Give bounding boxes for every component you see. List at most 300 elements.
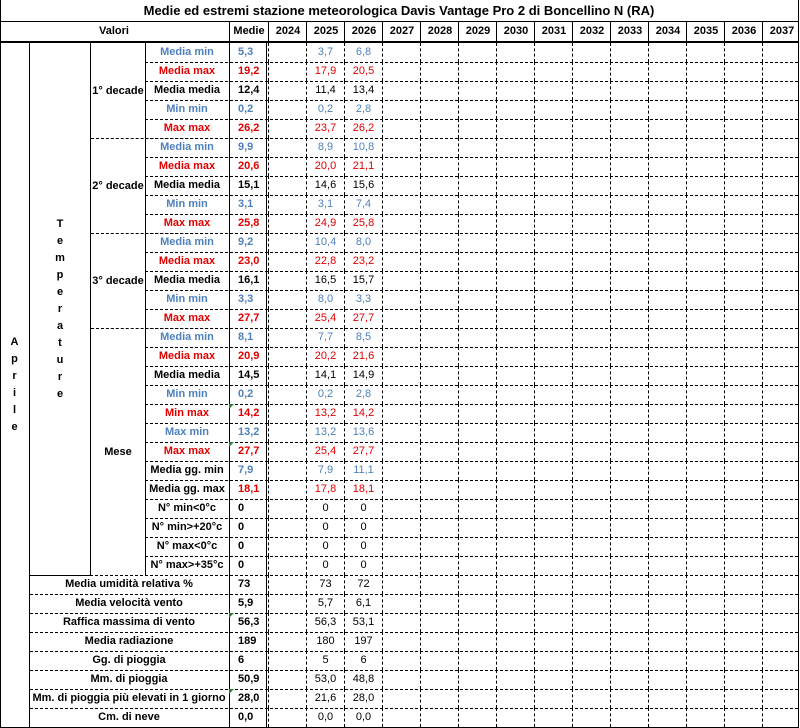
year-value-2028 [420,708,458,727]
table-row [0,689,798,709]
year-value-2027 [382,632,420,651]
year-value-2032 [572,195,610,214]
comment-marker-icon [229,613,234,618]
year-value-2027 [382,43,420,62]
year-value-2027 [382,119,420,138]
year-value-2027 [382,62,420,81]
header-year-2036: 2036 [724,22,763,41]
row-label: Mm. di pioggia [90,673,168,685]
year-value-2034 [648,176,686,195]
year-value-2033 [610,100,648,119]
year-value-2032 [572,594,610,613]
year-value-2034 [648,119,686,138]
year-value-2029 [458,442,496,461]
year-value-2036 [724,442,762,461]
year-value-2025: 23,7 [306,119,344,138]
year-value-2029 [458,632,496,651]
year-value-2024 [268,480,306,499]
year-value-2025: 0,2 [306,100,344,119]
medie-value: 13,2 [229,423,267,442]
year-value-2025: 22,8 [306,252,344,271]
year-value-2030 [496,81,534,100]
year-value-2027 [382,689,420,708]
year-value-2025: 5,7 [306,594,344,613]
year-value-2035 [686,214,724,233]
year-value-2037 [762,157,800,176]
year-value-2036 [724,157,762,176]
year-value-2037 [762,461,800,480]
year-value-2037 [762,43,800,62]
year-value-2029 [458,119,496,138]
year-value-2032 [572,499,610,518]
year-value-2025: 73 [306,575,344,594]
year-value-2030 [496,385,534,404]
year-value-2032 [572,328,610,347]
year-value-2037 [762,328,800,347]
year-value-2031 [534,461,572,480]
temperature-letter: a [56,319,64,332]
year-value-2034 [648,670,686,689]
year-value-2026: 2,8 [344,385,382,404]
year-value-2029 [458,613,496,632]
year-value-2033 [610,328,648,347]
year-value-2031 [534,233,572,252]
row-label: N° max<0°c [156,540,218,552]
year-value-2028 [420,423,458,442]
temperature-letter: r [57,370,63,383]
year-value-2034 [648,632,686,651]
year-value-2036 [724,423,762,442]
sheet-title: Medie ed estremi stazione meteorologica Davis Vantage Pro 2 di Boncellino N (RA) [0,0,798,22]
medie-value: 27,7 [229,309,267,328]
year-value-2025: 5 [306,651,344,670]
year-value-2027 [382,442,420,461]
year-value-2026: 27,7 [344,442,382,461]
year-value-2037 [762,271,800,290]
year-value-2032 [572,62,610,81]
year-value-2036 [724,328,762,347]
row-label: Media radiazione [84,635,174,647]
year-value-2037 [762,651,800,670]
year-value-2026: 8,5 [344,328,382,347]
year-value-2034 [648,651,686,670]
year-value-2030 [496,100,534,119]
year-value-2024 [268,651,306,670]
year-value-2031 [534,195,572,214]
year-value-2033 [610,423,648,442]
year-value-2026: 8,0 [344,233,382,252]
medie-value: 15,1 [229,176,267,195]
year-value-2036 [724,689,762,708]
year-value-2033 [610,518,648,537]
year-value-2026: 53,1 [344,613,382,632]
medie-value: 0,2 [229,385,267,404]
year-value-2030 [496,518,534,537]
year-value-2030 [496,43,534,62]
year-value-2026: 6 [344,651,382,670]
year-value-2032 [572,556,610,575]
year-value-2027 [382,537,420,556]
year-value-2024 [268,575,306,594]
year-value-2036 [724,670,762,689]
year-value-2026: 14,9 [344,366,382,385]
year-value-2033 [610,43,648,62]
year-value-2026: 0 [344,556,382,575]
year-value-2034 [648,461,686,480]
year-value-2026: 11,1 [344,461,382,480]
month-letter: e [11,421,18,433]
year-value-2027 [382,81,420,100]
year-value-2031 [534,423,572,442]
year-value-2028 [420,157,458,176]
temperature-letter: T [56,217,64,230]
year-value-2026: 14,2 [344,404,382,423]
year-value-2031 [534,518,572,537]
temperature-letter: u [56,353,64,366]
year-value-2029 [458,214,496,233]
row-label: Min min [166,198,208,210]
year-value-2037 [762,404,800,423]
year-value-2032 [572,366,610,385]
year-value-2028 [420,309,458,328]
medie-value: 14,2 [229,404,267,423]
row-label: Gg. di pioggia [92,654,166,666]
row-label: Media min [160,141,214,153]
medie-value: 0 [229,499,267,518]
year-value-2037 [762,119,800,138]
year-value-2025: 0 [306,556,344,575]
year-value-2032 [572,461,610,480]
year-value-2024 [268,214,306,233]
year-value-2027 [382,499,420,518]
year-value-2024 [268,404,306,423]
year-value-2034 [648,157,686,176]
year-value-2030 [496,290,534,309]
year-value-2032 [572,81,610,100]
year-value-2037 [762,689,800,708]
year-value-2034 [648,328,686,347]
medie-value: 6 [229,651,267,670]
year-value-2029 [458,195,496,214]
year-value-2029 [458,461,496,480]
year-value-2024 [268,461,306,480]
year-value-2024 [268,632,306,651]
year-value-2037 [762,290,800,309]
year-value-2033 [610,480,648,499]
year-value-2029 [458,43,496,62]
year-value-2032 [572,233,610,252]
year-value-2024 [268,62,306,81]
row-label: Media media [153,179,221,191]
year-value-2029 [458,366,496,385]
year-value-2035 [686,689,724,708]
year-value-2029 [458,708,496,727]
year-value-2031 [534,328,572,347]
group-divider [91,233,228,234]
year-value-2035 [686,651,724,670]
year-value-2028 [420,499,458,518]
table-row [0,575,798,595]
row-label: Media media [153,369,221,381]
year-value-2027 [382,138,420,157]
year-value-2035 [686,157,724,176]
year-value-2032 [572,613,610,632]
year-value-2037 [762,347,800,366]
year-value-2027 [382,233,420,252]
table-row [0,708,798,728]
year-value-2026: 0,0 [344,708,382,727]
year-value-2028 [420,366,458,385]
medie-value: 50,9 [229,670,267,689]
year-value-2030 [496,670,534,689]
year-value-2025: 180 [306,632,344,651]
year-value-2035 [686,81,724,100]
year-value-2035 [686,708,724,727]
header-year-2024: 2024 [268,22,307,41]
year-value-2034 [648,537,686,556]
year-value-2034 [648,81,686,100]
year-value-2027 [382,366,420,385]
year-value-2037 [762,442,800,461]
year-value-2031 [534,537,572,556]
year-value-2037 [762,537,800,556]
year-value-2030 [496,594,534,613]
year-value-2033 [610,670,648,689]
year-value-2028 [420,442,458,461]
year-value-2035 [686,594,724,613]
year-value-2032 [572,157,610,176]
year-value-2030 [496,651,534,670]
year-value-2030 [496,423,534,442]
year-value-2027 [382,461,420,480]
row-label: Media max [158,65,216,77]
medie-value: 0 [229,518,267,537]
year-value-2033 [610,537,648,556]
year-value-2028 [420,480,458,499]
year-value-2037 [762,81,800,100]
year-value-2030 [496,309,534,328]
year-value-2024 [268,271,306,290]
year-value-2031 [534,252,572,271]
year-value-2036 [724,366,762,385]
year-value-2027 [382,594,420,613]
group-divider [91,138,228,139]
year-value-2036 [724,309,762,328]
header-row [0,22,798,43]
group-label: Mese [91,328,146,575]
row-label: Min min [166,388,208,400]
year-value-2032 [572,423,610,442]
year-value-2030 [496,271,534,290]
year-value-2024 [268,613,306,632]
year-value-2035 [686,366,724,385]
year-value-2035 [686,62,724,81]
year-value-2037 [762,252,800,271]
year-value-2024 [268,233,306,252]
year-value-2032 [572,385,610,404]
year-value-2027 [382,385,420,404]
year-value-2027 [382,575,420,594]
header-year-2025: 2025 [306,22,345,41]
table-row [0,651,798,671]
year-value-2026: 13,4 [344,81,382,100]
year-value-2032 [572,347,610,366]
year-value-2025: 0,2 [306,385,344,404]
year-value-2031 [534,442,572,461]
year-value-2024 [268,309,306,328]
year-value-2036 [724,62,762,81]
year-value-2033 [610,81,648,100]
year-value-2031 [534,670,572,689]
header-valori: Valori [99,25,129,37]
row-label: Min max [164,407,209,419]
row-label: Raffica massima di vento [62,616,196,628]
year-value-2027 [382,613,420,632]
year-value-2025: 25,4 [306,442,344,461]
year-value-2036 [724,176,762,195]
row-label: Media media [153,274,221,286]
temperature-letter: t [58,336,62,349]
header-year-2029: 2029 [458,22,497,41]
year-value-2026: 21,1 [344,157,382,176]
temperature-letter: m [55,251,65,264]
year-value-2028 [420,385,458,404]
year-value-2034 [648,689,686,708]
year-value-2031 [534,119,572,138]
year-value-2027 [382,290,420,309]
year-value-2032 [572,214,610,233]
year-value-2034 [648,195,686,214]
medie-value: 20,9 [229,347,267,366]
temperature-letter: e [56,234,64,247]
year-value-2035 [686,518,724,537]
comment-marker-icon [229,404,234,409]
year-value-2029 [458,518,496,537]
year-value-2031 [534,214,572,233]
row-label: Media gg. min [150,464,224,476]
year-value-2030 [496,62,534,81]
year-value-2028 [420,594,458,613]
temperature-letter: r [57,302,63,315]
year-value-2032 [572,575,610,594]
year-value-2026: 0 [344,499,382,518]
year-value-2025: 10,4 [306,233,344,252]
year-value-2025: 17,9 [306,62,344,81]
year-value-2028 [420,176,458,195]
year-value-2030 [496,404,534,423]
temperature-column [30,43,91,576]
year-value-2036 [724,385,762,404]
medie-value: 25,8 [229,214,267,233]
group-label: 3° decade [91,233,146,328]
year-value-2029 [458,423,496,442]
year-value-2030 [496,461,534,480]
year-value-2034 [648,518,686,537]
year-value-2031 [534,404,572,423]
year-value-2035 [686,442,724,461]
year-value-2034 [648,252,686,271]
row-label: Media max [158,160,216,172]
year-value-2032 [572,271,610,290]
year-value-2030 [496,119,534,138]
row-label: Max max [163,217,211,229]
year-value-2037 [762,309,800,328]
year-value-2027 [382,252,420,271]
year-value-2031 [534,43,572,62]
year-value-2033 [610,214,648,233]
year-value-2025: 21,6 [306,689,344,708]
year-value-2025: 0 [306,499,344,518]
year-value-2037 [762,366,800,385]
row-label: Media gg. max [149,483,225,495]
year-value-2024 [268,328,306,347]
year-value-2034 [648,43,686,62]
year-value-2030 [496,632,534,651]
year-value-2030 [496,233,534,252]
year-value-2035 [686,670,724,689]
year-value-2026: 25,8 [344,214,382,233]
year-value-2025: 11,4 [306,81,344,100]
year-value-2026: 28,0 [344,689,382,708]
year-value-2025: 8,0 [306,290,344,309]
year-value-2028 [420,347,458,366]
year-value-2036 [724,214,762,233]
year-value-2028 [420,404,458,423]
year-value-2036 [724,480,762,499]
year-value-2031 [534,613,572,632]
year-value-2027 [382,480,420,499]
year-value-2032 [572,442,610,461]
year-value-2027 [382,328,420,347]
year-value-2031 [534,62,572,81]
year-value-2030 [496,499,534,518]
year-value-2036 [724,195,762,214]
year-value-2034 [648,575,686,594]
year-value-2032 [572,537,610,556]
year-value-2034 [648,366,686,385]
year-value-2028 [420,537,458,556]
year-value-2026: 6,1 [344,594,382,613]
year-value-2028 [420,328,458,347]
year-value-2028 [420,43,458,62]
year-value-2034 [648,708,686,727]
year-value-2024 [268,594,306,613]
row-label: Media min [160,46,214,58]
year-value-2037 [762,62,800,81]
year-value-2030 [496,138,534,157]
year-value-2029 [458,556,496,575]
year-value-2035 [686,43,724,62]
year-value-2031 [534,499,572,518]
year-value-2024 [268,81,306,100]
year-value-2033 [610,195,648,214]
year-value-2036 [724,43,762,62]
year-value-2028 [420,271,458,290]
year-value-2026: 10,8 [344,138,382,157]
row-label: N° min>+20°c [151,521,223,533]
year-value-2026: 13,6 [344,423,382,442]
year-value-2034 [648,613,686,632]
medie-value: 56,3 [229,613,267,632]
year-value-2024 [268,708,306,727]
year-value-2026: 3,3 [344,290,382,309]
year-value-2028 [420,81,458,100]
header-year-2035: 2035 [686,22,725,41]
year-value-2026: 2,8 [344,100,382,119]
header-year-2031: 2031 [534,22,573,41]
year-value-2035 [686,195,724,214]
year-value-2036 [724,233,762,252]
